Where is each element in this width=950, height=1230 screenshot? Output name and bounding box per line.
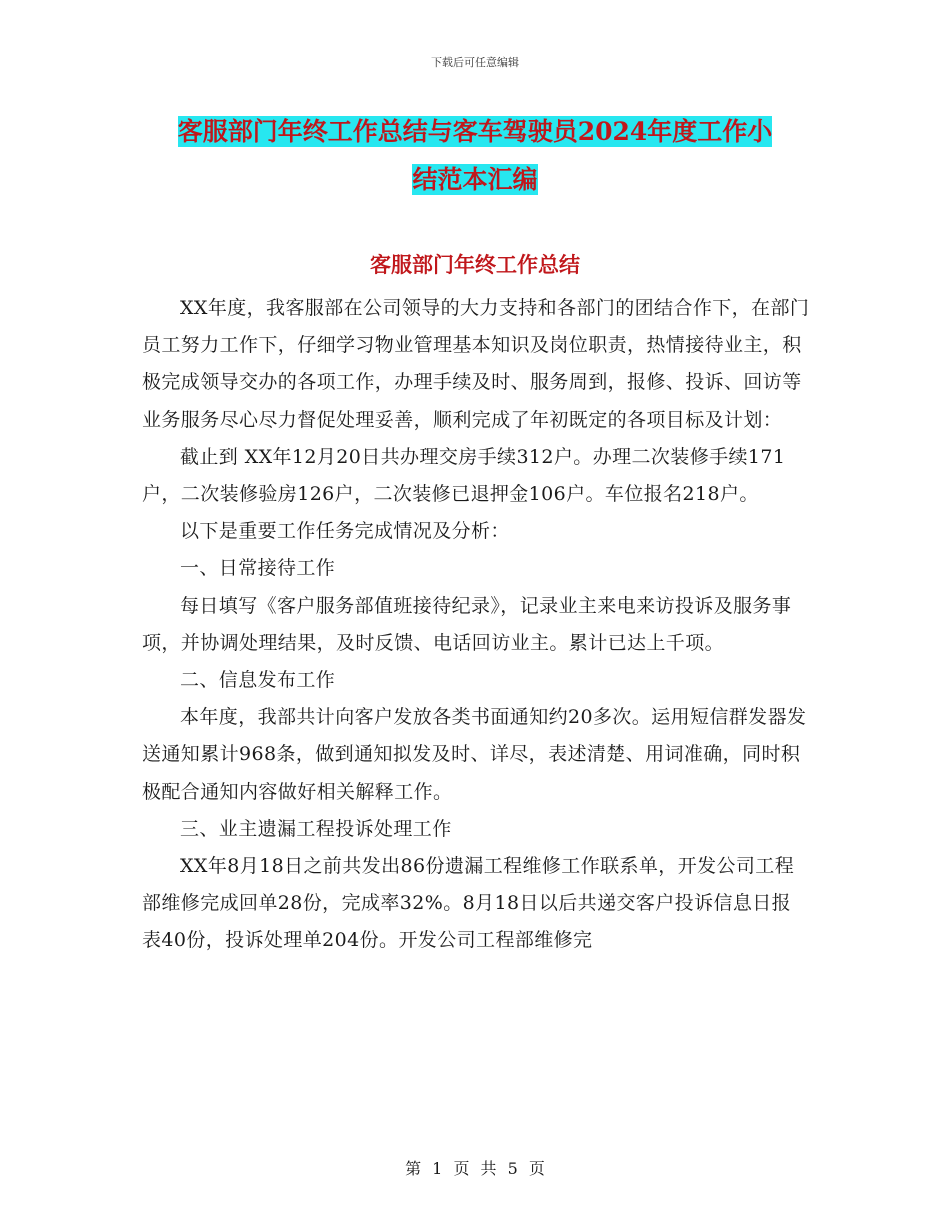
document-title-line-1: 客服部门年终工作总结与客车驾驶员2024年度工作小 [177, 117, 773, 146]
subsection-heading: 三、业主遗漏工程投诉处理工作 [180, 817, 452, 840]
paragraph: 本年度，我部共计向客户发放各类书面通知约20多次。运用短信群发器发送通知累计968条，做到通知拟发及时、详尽，表述清楚、用词准确，同时积极配合通知内容做好相关解释工作。 [142, 706, 807, 803]
page-header-note: 下载后可任意编辑 [431, 56, 519, 69]
paragraph: 每日填写《客户服务部值班接待纪录》，记录业主来电来访投诉及服务事项，并协调处理结果，及时反馈、电话回访业主。累计已达上千项。 [142, 594, 792, 654]
paragraph: 以下是重要工作任务完成情况及分析： [180, 520, 510, 543]
paragraph: 截止到 XX年12月20日共办理交房手续312户。办理二次装修手续171户，二次装修验房126户，二次装修已退押金106户。车位报名218户。 [142, 445, 786, 506]
subsection-heading: 二、信息发布工作 [180, 669, 336, 692]
document-title [0, 108, 950, 204]
page-number-footer: 第 1 页 共 5 页 [405, 1159, 545, 1178]
section-title: 客服部门年终工作总结 [370, 252, 580, 277]
document-body [142, 290, 810, 960]
document-title-line-2: 结范本汇编 [412, 165, 538, 194]
paragraph: XX年8月18日之前共发出86份遗漏工程维修工作联系单，开发公司工程部维修完成回单28份，完成率32%。8月18日以后共递交客户投诉信息日报表40份，投诉处理单204份。开发公司工程部维修完 [142, 855, 795, 952]
subsection-heading: 一、日常接待工作 [180, 557, 336, 580]
paragraph: XX年度，我客服部在公司领导的大力支持和各部门的团结合作下，在部门员工努力工作下，仔细学习物业管理基本知识及岗位职责，热情接待业主，积极完成领导交办的各项工作，办理手续及时、服务周到，报修、投诉、回访等业务服务尽心尽力督促处理妥善，顺利完成了年初既定的各项目标及计划： [142, 297, 810, 431]
